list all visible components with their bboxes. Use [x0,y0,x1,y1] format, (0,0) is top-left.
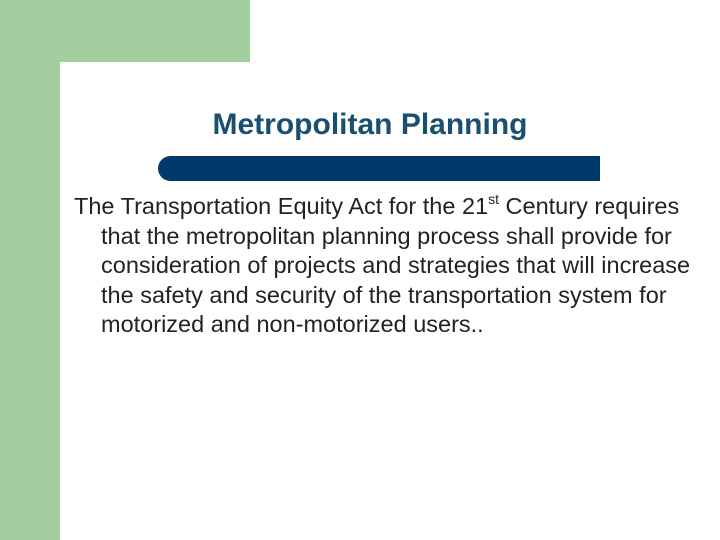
ordinal-superscript: st [488,191,499,207]
slide-title: Metropolitan Planning [212,108,528,141]
title-divider-bar [158,156,600,181]
body-paragraph [74,192,697,340]
rounded-corner-decoration [60,62,120,122]
green-top-block [0,0,250,62]
body-lead-text: The Transportation Equity Act for the 21 [74,193,489,219]
body-remaining-text: Century requires that the metropolitan planning process shall provide for consideration of projects and strategies that will increase the safety and security of the transportation system for motorized and non-motorized users.. [101,193,691,337]
green-side-bar [0,0,60,540]
